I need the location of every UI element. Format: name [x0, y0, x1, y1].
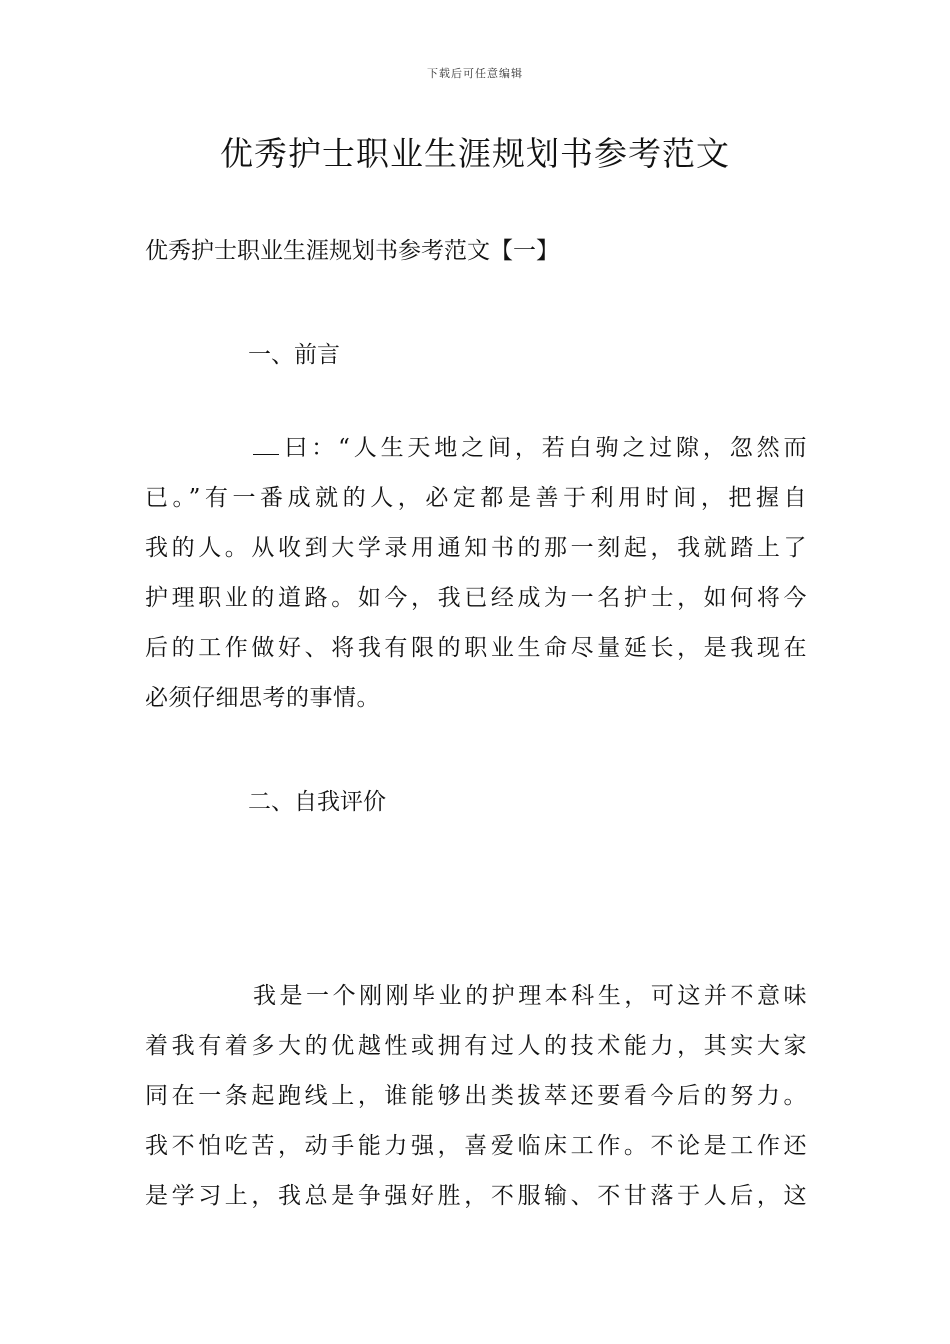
document-subtitle: 优秀护士职业生涯规划书参考范文【一】: [145, 238, 559, 264]
paragraph-line: 我不怕吃苦，动手能力强，喜爱临床工作。不论是工作还: [145, 1133, 807, 1159]
document-title: 优秀护士职业生涯规划书参考范文: [220, 134, 730, 173]
paragraph-line: 同在一条起跑线上，谁能够出类拔萃还要看今后的努力。: [145, 1083, 807, 1109]
paragraph-line: 我的人。从收到大学录用通知书的那一刻起，我就踏上了: [145, 535, 807, 561]
preface-paragraph: [145, 423, 807, 723]
section-heading-preface: 一、前言: [248, 342, 340, 368]
paragraph-line-text: 曰：“人生天地之间，若白驹之过隙，忽然而: [281, 435, 807, 461]
paragraph-line: 我是一个刚刚毕业的护理本科生，可这并不意味: [253, 983, 807, 1009]
paragraph-line: 后的工作做好、将我有限的职业生命尽量延长，是我现在: [145, 635, 807, 661]
paragraph-line: 护理职业的道路。如今，我已经成为一名护士，如何将今: [145, 585, 807, 611]
self-evaluation-paragraph: [145, 971, 807, 1221]
header-note: 下载后可任意编辑: [427, 67, 523, 80]
paragraph-line: 必须仔细思考的事情。: [145, 685, 380, 711]
paragraph-line: 是学习上，我总是争强好胜，不服输、不甘落于人后，这: [145, 1183, 807, 1209]
section-heading-self-evaluation: 二、自我评价: [248, 789, 386, 815]
paragraph-line: 着我有着多大的优越性或拥有过人的技术能力，其实大家: [145, 1033, 807, 1059]
paragraph-line: 已。”有一番成就的人，必定都是善于利用时间，把握自: [145, 485, 807, 511]
blank-underline: [253, 432, 279, 455]
paragraph-line: [145, 423, 807, 473]
